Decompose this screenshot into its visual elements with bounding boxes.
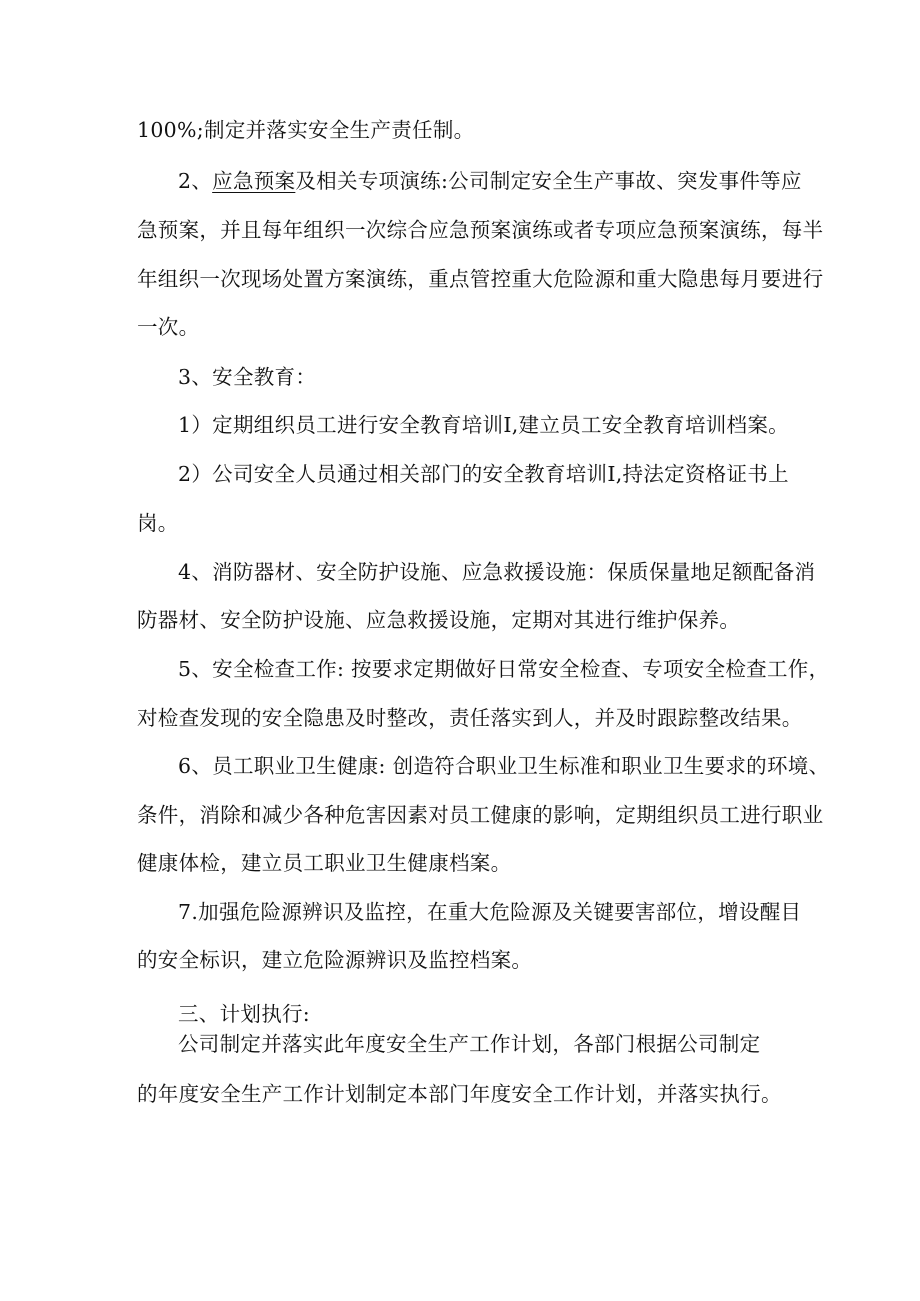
paragraph-line: 1）定期组织员工进行安全教育培训I,建立员工安全教育培训档案。: [178, 413, 789, 437]
paragraph-line: 对检查发现的安全隐患及时整改，责任落实到人，并及时跟踪整改结果。: [137, 706, 803, 730]
underlined-term: 应急预案: [212, 169, 296, 193]
paragraph-line: 的年度安全生产工作计划制定本部门年度安全工作计划，并落实执行。: [137, 1082, 782, 1106]
paragraph-line: 健康体检，建立员工职业卫生健康档案。: [137, 851, 512, 875]
paragraph-line: 一次。: [137, 315, 200, 339]
paragraph-line: [178, 167, 802, 195]
paragraph-line: 5、安全检查工作: 按要求定期做好日常安全检查、专项安全检查工作，: [178, 657, 830, 681]
item-number: 2、: [178, 169, 213, 193]
paragraph-line: 公司制定并落实此年度安全生产工作计划，各部门根据公司制定: [178, 1032, 761, 1056]
section-heading: 3、安全教育：: [178, 365, 317, 389]
paragraph-line: 的安全标识，建立危险源辨识及监控档案。: [137, 948, 533, 972]
paragraph-line: 2）公司安全人员通过相关部门的安全教育培训I,持法定资格证书上: [178, 462, 789, 486]
paragraph-line: 4、消防器材、安全防护设施、应急救援设施：保质保量地足额配备消: [178, 560, 816, 584]
paragraph-line: 防器材、安全防护设施、应急救援设施，定期对其进行维护保养。: [137, 608, 741, 632]
section-heading: 三、计划执行:: [178, 1002, 311, 1026]
paragraph-line: 条件，消除和减少各种危害因素对员工健康的影响，定期组织员工进行职业: [137, 803, 824, 827]
paragraph-line: 7.加强危险源辨识及监控，在重大危险源及关键要害部位，增设醒目: [178, 900, 802, 924]
paragraph-line: 100%;制定并落实安全生产责任制。: [137, 118, 475, 142]
paragraph-line: 6、员工职业卫生健康: 创造符合职业卫生标准和职业卫生要求的环境、: [178, 754, 830, 778]
paragraph-line: 年组织一次现场处置方案演练，重点管控重大危险源和重大隐患每月要进行: [137, 267, 824, 291]
paragraph-line: 岗。: [137, 511, 179, 535]
item-text: 及相关专项演练:公司制定安全生产事故、突发事件等应: [295, 169, 802, 193]
paragraph-line: 急预案，并且每年组织一次综合应急预案演练或者专项应急预案演练，每半: [137, 218, 824, 242]
